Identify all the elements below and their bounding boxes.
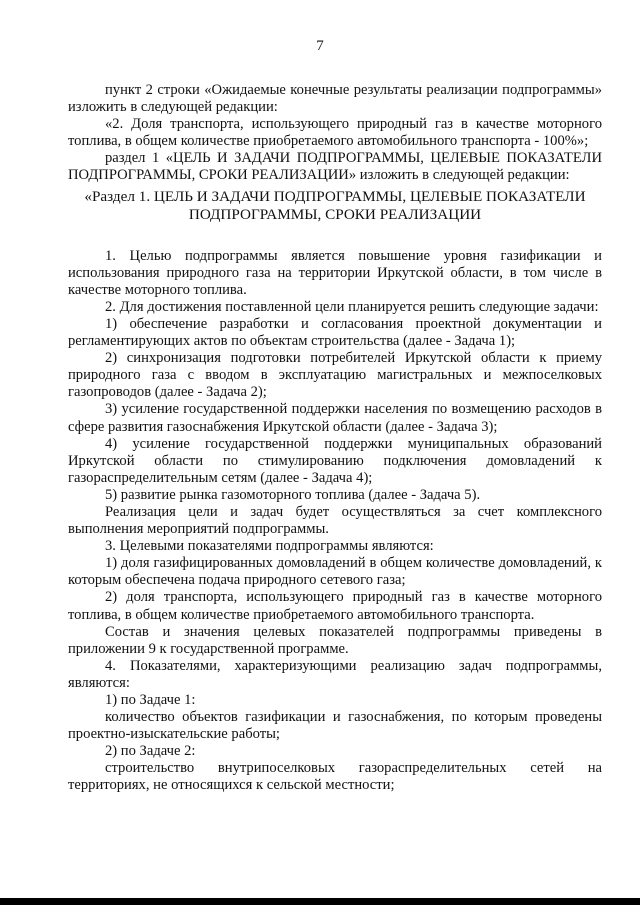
paragraph: 3. Целевыми показателями подпрограммы являются:: [105, 538, 434, 555]
paragraph: «2. Доля транспорта, использующего природный газ в качестве моторного топлива, в общем количестве приобретаемого автомобильного транспорта - 100%»;: [68, 116, 602, 150]
paragraph: 1. Целью подпрограммы является повышение уровня газификации и использования природного газа на территории Иркутской области, в том числе в качестве моторного топлива.: [68, 247, 602, 298]
list-item: 1) по Задаче 1:: [105, 692, 196, 708]
section-heading: «Раздел 1. ЦЕЛЬ И ЗАДАЧИ ПОДПРОГРАММЫ, ЦЕЛЕВЫЕ ПОКАЗАТЕЛИ ПОДПРОГРАММЫ, СРОКИ РЕАЛИЗАЦИИ: [84, 187, 586, 223]
list-item: 1) доля газифицированных домовладений в общем количестве домовладений, к которым обеспечена подача природного сетевого газа;: [68, 555, 602, 589]
page-number: 7: [316, 38, 324, 54]
paragraph: количество объектов газификации и газоснабжения, по которым проведены проектно-изыскательские работы;: [68, 709, 602, 743]
paragraph: 2. Для достижения поставленной цели планируется решить следующие задачи:: [105, 298, 599, 315]
paragraph: строительство внутрипоселковых газораспределительных сетей на территориях, не относящихся к сельской местности;: [68, 760, 602, 794]
list-item: 2) синхронизация подготовки потребителей Иркутской области к приему природного газа с вводом в эксплуатацию магистральных и межпоселковых газопроводов (далее - Задача 2);: [68, 350, 602, 401]
paragraph: пункт 2 строки «Ожидаемые конечные результаты реализации подпрограммы» изложить в следующей редакции:: [68, 82, 602, 116]
list-item: 2) по Задаче 2:: [105, 743, 196, 760]
paragraph: Реализация цели и задач будет осуществляться за счет комплексного выполнения мероприятий подпрограммы.: [68, 503, 602, 538]
list-item: 2) доля транспорта, использующего природный газ в качестве моторного топлива, в общем количестве приобретаемого автомобильного транспорта.: [68, 589, 602, 623]
list-item: 1) обеспечение разработки и согласования проектной документации и регламентирующих актов по объектам строительства (далее - Задача 1);: [68, 315, 602, 350]
paragraph: 4. Показателями, характеризующими реализацию задач подпрограммы, являются:: [68, 657, 602, 691]
scan-bottom-edge: [0, 898, 640, 905]
list-item: 4) усиление государственной поддержки муниципальных образований Иркутской области по стимулированию подключения домовладений к газораспределительным сетям (далее - Задача 4);: [68, 435, 602, 486]
document-body: [68, 82, 602, 795]
paragraph: Состав и значения целевых показателей подпрограммы приведены в приложении 9 к государственной программе.: [68, 623, 602, 657]
list-item: 3) усиление государственной поддержки населения по возмещению расходов в сфере развития газоснабжения Иркутской области (далее - Задача 3);: [68, 401, 602, 435]
list-item: 5) развитие рынка газомоторного топлива (далее - Задача 5).: [105, 486, 481, 503]
paragraph: раздел 1 «ЦЕЛЬ И ЗАДАЧИ ПОДПРОГРАММЫ, ЦЕЛЕВЫЕ ПОКАЗАТЕЛИ ПОДПРОГРАММЫ, СРОКИ РЕАЛИЗАЦИИ» изложить в следующей редакции:: [68, 150, 602, 184]
